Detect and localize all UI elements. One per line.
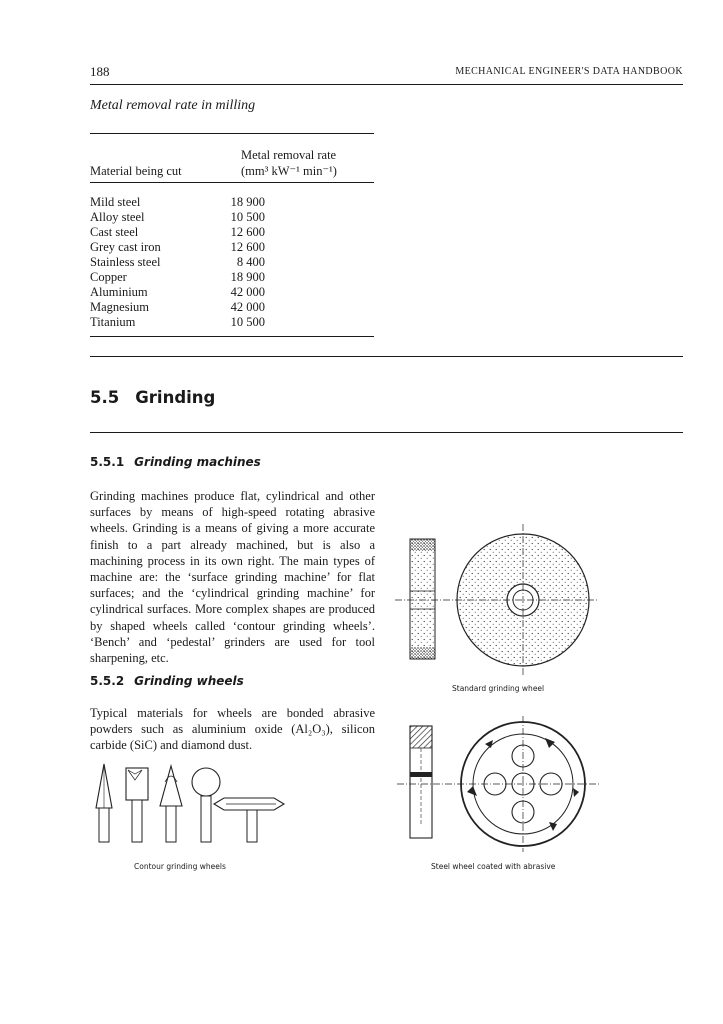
steel-wheel-figure [393, 716, 605, 856]
cell-material: Aluminium [90, 285, 148, 299]
contour-wheel-shank [99, 808, 109, 842]
column-header-material: Material being cut [90, 164, 182, 178]
cell-rate: 8 400 [236, 255, 265, 269]
contour-wheel-shank [132, 800, 142, 842]
cell-rate: 12 600 [230, 240, 265, 254]
table-header-rule [90, 182, 374, 183]
cell-rate: 12 600 [230, 225, 265, 239]
cell-rate: 18 900 [230, 270, 265, 284]
subsection-title-grinding-wheels [90, 674, 244, 688]
column-header-rate [241, 147, 337, 179]
section-bottom-rule [90, 432, 683, 433]
table-top-rule [90, 133, 374, 134]
table-row [90, 315, 374, 329]
contour-grinding-wheels-figure [90, 760, 290, 860]
wheel-side-top-dense [410, 539, 435, 551]
table-row [90, 255, 374, 269]
table-row [90, 225, 374, 239]
subsection-title-grinding-machines [90, 455, 261, 469]
steel-wheel-side-hatch [410, 726, 432, 748]
standard-grinding-wheel-figure [393, 524, 605, 680]
page-number: 188 [90, 64, 110, 79]
caption-standard-wheel: Standard grinding wheel [452, 684, 545, 693]
subsection-heading-text: Grinding machines [134, 455, 261, 469]
cell-material: Grey cast iron [90, 240, 161, 254]
table-bottom-rule [90, 336, 374, 337]
section-title [90, 388, 215, 407]
cell-rate: 10 500 [230, 315, 265, 329]
contour-wheel-shank [166, 806, 176, 842]
wheel-side-bottom-dense [410, 647, 435, 659]
cell-material: Cast steel [90, 225, 139, 239]
table-row [90, 285, 374, 299]
paragraph-grinding-machines: Grinding machines produce flat, cylindrical and other surfaces by means of high-speed rotating abrasive wheels. Grinding is a means of giving a more accurate finish to a part already machined, but is also a machining process in its own right. The main types of machine are: the ‘surface grinding machine’ for flat surfaces; and the ‘cylindrical grinding machine’ for cylindrical surfaces. More complex shapes are produced by shaped wheels called ‘contour grinding wheels’. ‘Bench’ and ‘pedestal’ grinders are used for tool sharpening, etc. [90, 489, 375, 666]
cell-material: Titanium [90, 315, 136, 329]
cell-material: Alloy steel [90, 210, 145, 224]
cell-material: Magnesium [90, 300, 150, 314]
caption-steel-wheel: Steel wheel coated with abrasive [431, 862, 556, 871]
contour-wheel-bullet [160, 766, 182, 806]
subsection-heading-text: Grinding wheels [134, 674, 244, 688]
header-rule [90, 84, 683, 85]
contour-wheel-shank [247, 810, 257, 842]
table-title: Metal removal rate in milling [90, 98, 256, 113]
table-row [90, 270, 374, 284]
subsection-number: 5.5.1 [90, 455, 125, 469]
cell-rate: 42 000 [230, 300, 265, 314]
column-header-rate-line2: (mm³ kW⁻¹ min⁻¹) [241, 164, 337, 178]
table-row [90, 210, 374, 224]
caption-contour-wheels: Contour grinding wheels [134, 862, 226, 871]
cell-material: Copper [90, 270, 127, 284]
contour-wheel-ball [192, 768, 220, 796]
cell-rate: 42 000 [230, 285, 265, 299]
contour-wheel-shank [201, 796, 211, 842]
section-number: 5.5 [90, 388, 120, 407]
table-row [90, 300, 374, 314]
wheel-side-section [410, 539, 435, 659]
cell-material: Stainless steel [90, 255, 161, 269]
cell-rate: 18 900 [230, 195, 265, 209]
column-header-rate-line1: Metal removal rate [241, 148, 337, 162]
cell-rate: 10 500 [230, 210, 265, 224]
paragraph-grinding-wheels: Typical materials for wheels are bonded abrasive powders such as aluminium oxide (Al₂O₃), silicon carbide (SiC) and diamond dust. [90, 706, 375, 753]
running-head: MECHANICAL ENGINEER'S DATA HANDBOOK [455, 66, 683, 77]
subsection-number: 5.5.2 [90, 674, 125, 688]
cell-material: Mild steel [90, 195, 141, 209]
section-heading-text: Grinding [135, 388, 216, 407]
table-row [90, 240, 374, 254]
section-top-rule [90, 356, 683, 357]
table-row [90, 195, 374, 209]
